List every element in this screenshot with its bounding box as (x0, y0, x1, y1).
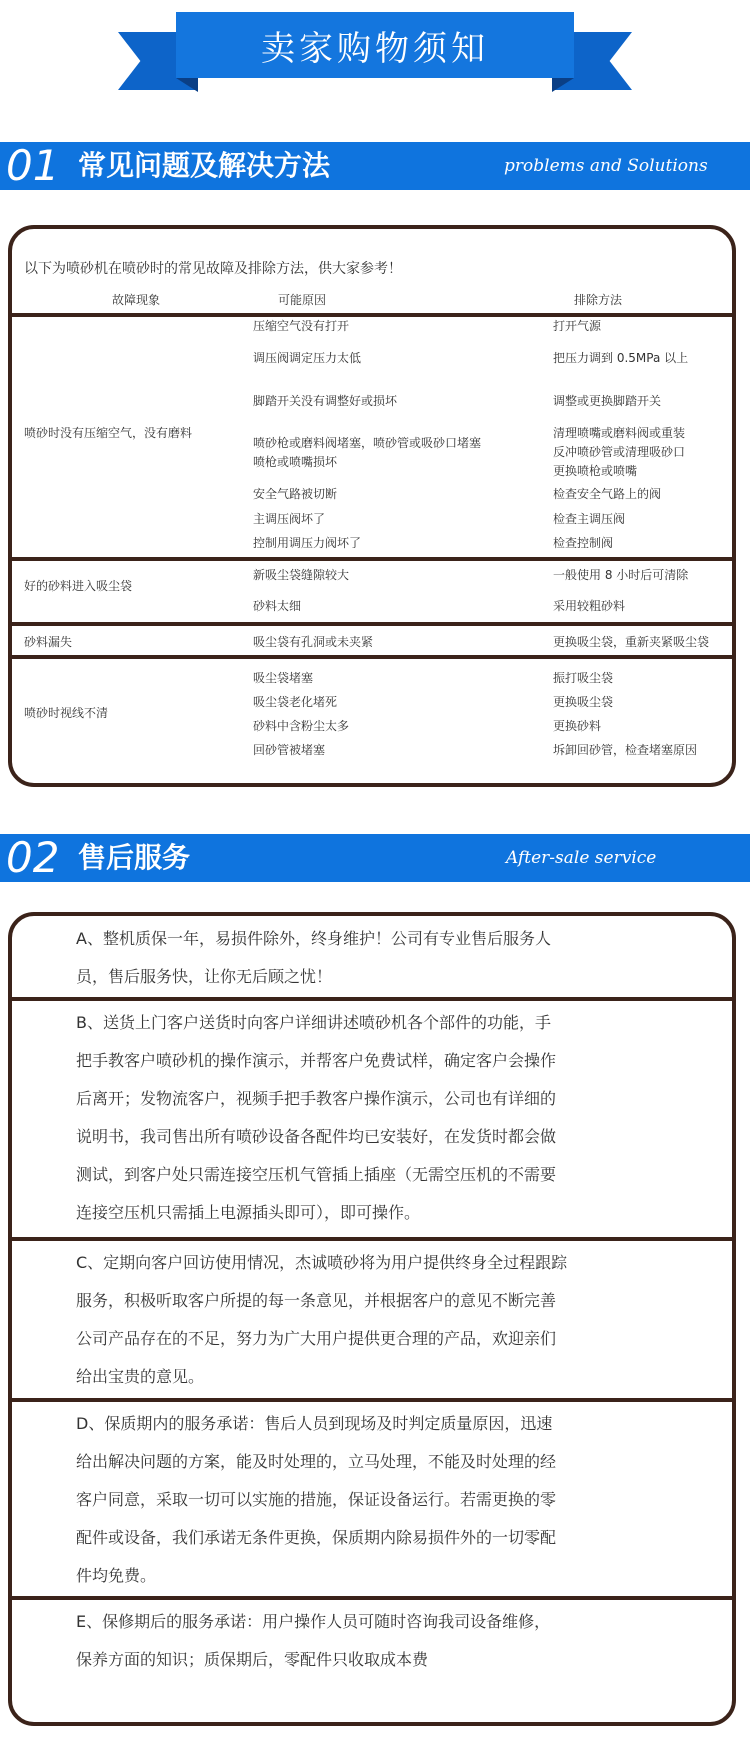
row-divider (8, 1398, 736, 1402)
row-divider (8, 655, 736, 659)
service-line: 保养方面的知识；质保期后，零配件只收取成本费 (76, 1650, 429, 1669)
service-item-e (76, 1603, 676, 1679)
fix-cell: 振打吸尘袋 (553, 671, 614, 685)
header-fix: 排除方法 (574, 293, 623, 307)
section2-header (0, 834, 750, 882)
row-divider (8, 313, 736, 317)
cause-cell: 回砂管被堵塞 (253, 743, 326, 757)
row-divider (8, 997, 736, 1001)
row-divider (8, 1596, 736, 1600)
section2-number: 02 (6, 833, 60, 882)
header-cause: 可能原因 (278, 293, 327, 307)
service-line: 连接空压机只需插上电源插头即可），即可操作。 (76, 1203, 421, 1222)
banner-title: 卖家购物须知 (176, 12, 574, 78)
service-line: 把手教客户喷砂机的操作演示，并帮客户免费试样，确定客户会操作 (76, 1051, 557, 1070)
header-symptom: 故障现象 (112, 293, 161, 307)
fix-cell: 反冲喷砂管或清理吸砂口 (553, 445, 686, 459)
service-line: 客户同意，采取一切可以实施的措施，保证设备运行。若需更换的零 (76, 1490, 557, 1509)
service-line: 服务，积极听取客户所提的每一条意见，并根据客户的意见不断完善 (76, 1291, 557, 1310)
fix-cell: 更换吸尘袋，重新夹紧吸尘袋 (553, 635, 710, 649)
faq-table-frame (8, 225, 736, 787)
cause-cell: 新吸尘袋缝隙较大 (253, 568, 350, 582)
service-line: E、保修期后的服务承诺：用户操作人员可随时咨询我司设备维修， (76, 1612, 551, 1631)
row-divider (8, 557, 736, 561)
fix-cell: 一般使用 8 小时后可清除 (553, 568, 689, 582)
service-line: A、整机质保一年，易损件除外，终身维护！公司有专业售后服务人 (76, 929, 551, 948)
fix-cell: 更换喷枪或喷嘴 (553, 464, 638, 478)
cause-cell: 喷砂枪或磨料阀堵塞，喷砂管或吸砂口堵塞 (253, 436, 482, 450)
service-line: D、保质期内的服务承诺：售后人员到现场及时判定质量原因，迅速 (76, 1414, 553, 1433)
fix-cell: 检查控制阀 (553, 536, 614, 550)
cause-cell: 调压阀调定压力太低 (253, 351, 362, 365)
cause-cell: 吸尘袋老化堵死 (253, 695, 338, 709)
service-item-a (76, 920, 676, 996)
fix-cell: 检查安全气路上的阀 (553, 487, 662, 501)
service-line: 员，售后服务快，让你无后顾之忧！ (76, 967, 333, 986)
service-line: 配件或设备，我们承诺无条件更换，保质期内除易损件外的一切零配 (76, 1528, 557, 1547)
faq-intro: 以下为喷砂机在喷砂时的常见故障及排除方法，供大家参考！ (24, 261, 402, 277)
section2-subtitle: After-sale service (506, 848, 657, 868)
service-line: 说明书，我司售出所有喷砂设备各配件均已安装好，在发货时都会做 (76, 1127, 557, 1146)
cause-cell: 安全气路被切断 (253, 487, 338, 501)
service-line: 后离开；发物流客户，视频手把手教客户操作演示，公司也有详细的 (76, 1089, 557, 1108)
cause-cell: 喷枪或喷嘴损坏 (253, 455, 338, 469)
service-item-d (76, 1405, 676, 1595)
service-line: 件均免费。 (76, 1566, 157, 1585)
cause-cell: 控制用调压力阀坏了 (253, 536, 362, 550)
service-line: 给出解决问题的方案，能及时处理的，立马处理，不能及时处理的经 (76, 1452, 557, 1471)
row-divider (8, 1237, 736, 1241)
fix-cell: 更换砂料 (553, 719, 602, 733)
cause-cell: 砂料中含粉尘太多 (253, 719, 350, 733)
cause-cell: 主调压阀坏了 (253, 512, 326, 526)
cause-cell: 吸尘袋堵塞 (253, 671, 314, 685)
row-divider (8, 622, 736, 626)
cause-cell: 脚踏开关没有调整好或损坏 (253, 394, 398, 408)
service-line: 公司产品存在的不足，努力为广大用户提供更合理的产品，欢迎亲们 (76, 1329, 557, 1348)
fix-cell: 采用较粗砂料 (553, 599, 626, 613)
service-item-b (76, 1004, 676, 1232)
section1-subtitle: problems and Solutions (504, 156, 708, 176)
section1-title: 常见问题及解决方法 (78, 149, 331, 182)
service-line: 测试，到客户处只需连接空压机气管插上插座（无需空压机的不需要 (76, 1165, 557, 1184)
cause-cell: 砂料太细 (253, 599, 302, 613)
cause-cell: 吸尘袋有孔洞或未夹紧 (253, 635, 374, 649)
cause-cell: 压缩空气没有打开 (253, 319, 350, 333)
service-line: 给出宝贵的意见。 (76, 1367, 205, 1386)
service-line: C、定期向客户回访使用情况，杰诚喷砂将为用户提供终身全过程跟踪 (76, 1253, 568, 1272)
symptom-label: 好的砂料进入吸尘袋 (24, 579, 133, 593)
symptom-label: 喷砂时视线不清 (24, 706, 109, 720)
fix-cell: 打开气源 (553, 319, 602, 333)
service-line: B、送货上门客户送货时向客户详细讲述喷砂机各个部件的功能，手 (76, 1013, 551, 1032)
section1-number: 01 (6, 141, 60, 190)
symptom-label: 砂料漏失 (24, 635, 73, 649)
symptom-label: 喷砂时没有压缩空气，没有磨料 (24, 426, 193, 440)
service-item-c (76, 1244, 676, 1396)
fix-cell: 调整或更换脚踏开关 (553, 394, 662, 408)
fix-cell: 更换吸尘袋 (553, 695, 614, 709)
section2-title: 售后服务 (78, 841, 191, 874)
fix-cell: 把压力调到 0.5MPa 以上 (553, 351, 689, 365)
section1-header (0, 142, 750, 190)
fix-cell: 检查主调压阀 (553, 512, 626, 526)
fix-cell: 坼卸回砂管，检查堵塞原因 (553, 743, 698, 757)
fix-cell: 清理喷嘴或磨料阀或重装 (553, 426, 686, 440)
